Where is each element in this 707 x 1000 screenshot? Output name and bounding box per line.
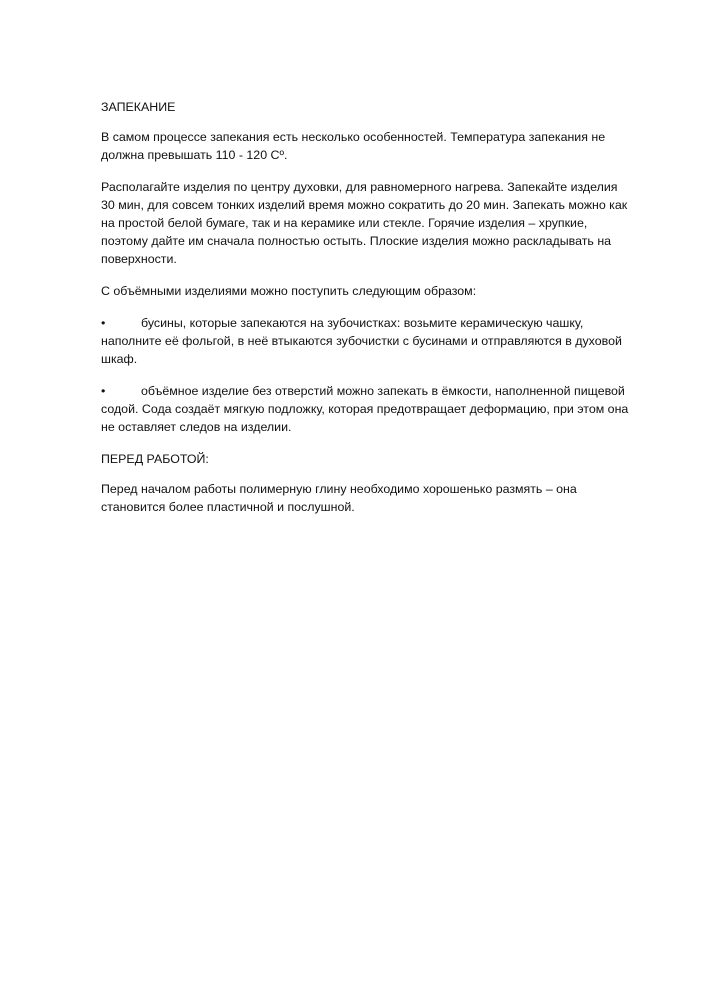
heading-before-work: ПЕРЕД РАБОТОЙ: [101,452,209,466]
list-item-text: объёмное изделие без отверстий можно запекать в ёмкости, наполненной пищевой содой. Сода создаёт мягкую подложку, которая предотвращает деформацию, при этом она не оставляет следов на изделии. [101,384,629,434]
bullet-icon: • [101,316,106,330]
paragraph-placement: Располагайте изделия по центру духовки, для равномерного нагрева. Запекайте изделия 30 мин, для совсем тонких изделий время можно сократить до 20 мин. Запекать можно как на простой белой бумаге, так и на керамике или стекле. Горячие изделия – хрупкие, поэтому дайте им сначала полностью остыть. Плоские изделия можно раскладывать на поверхности. [101,180,628,266]
list-item-beads [101,314,631,368]
paragraph-volume-intro: С объёмными изделиями можно поступить следующим образом: [101,284,477,298]
list-item-soda [101,382,631,436]
heading-baking: ЗАПЕКАНИЕ [101,100,176,114]
paragraph-before-work: Перед началом работы полимерную глину необходимо хорошенько размять – она становится более пластичной и послушной. [101,482,577,514]
document-body [101,98,631,530]
paragraph-temperature: В самом процессе запекания есть несколько особенностей. Температура запекания не должна превышать 110 - 120 Сº. [101,130,606,162]
bullet-icon: • [101,384,106,398]
list-item-text: бусины, которые запекаются на зубочистках: возьмите керамическую чашку, наполните её фольгой, в неё втыкаются зубочистки с бусинами и отправляются в духовой шкаф. [101,316,622,366]
